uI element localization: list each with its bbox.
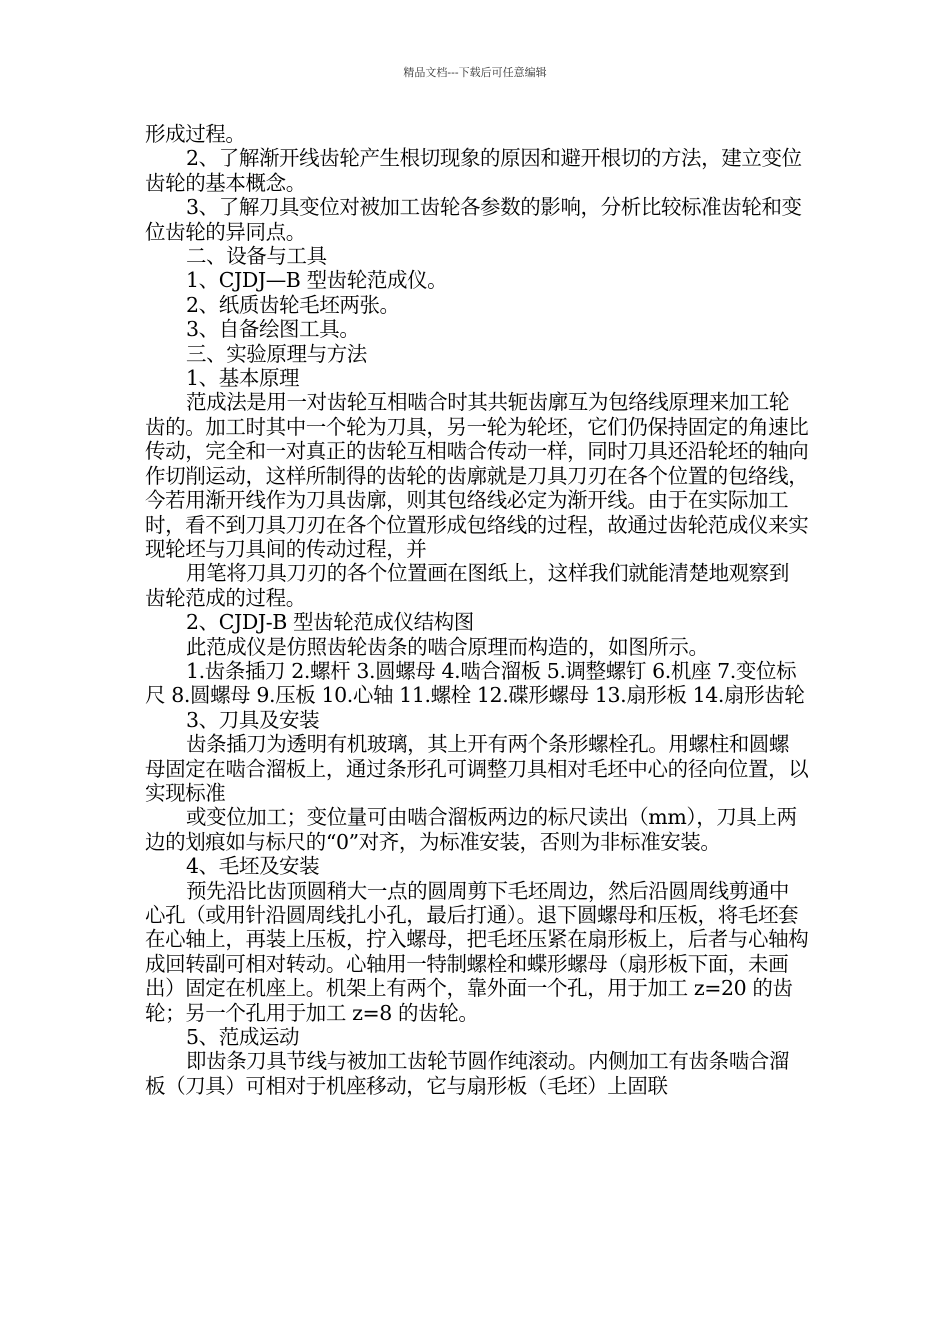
subsection-heading: 4、毛坯及安装 <box>186 854 320 879</box>
paragraph: 此范成仪是仿照齿轮齿条的啮合原理而构造的，如图所示。 <box>186 634 709 659</box>
paragraph: 或变位加工；变位量可由啮合溜板两边的标尺读出（mm），刀具上两边的划痕如与标尺的“0”对齐，为标准安装，否则为非标准安装。 <box>145 805 797 854</box>
subsection-heading: 2、CJDJ-B 型齿轮范成仪结构图 <box>186 610 474 635</box>
section-heading: 三、实验原理与方法 <box>186 341 367 366</box>
subsection-heading: 1、基本原理 <box>186 366 300 391</box>
paragraph: 预先沿比齿顶圆稍大一点的圆周剪下毛坯周边，然后沿圆周线剪通中心孔（或用针沿圆周线扎小孔，最后打通）。退下圆螺母和压板，将毛坯套在心轴上，再装上压板，拧入螺母，把毛坯压紧在扇形板上，后者与心轴构成回转副可相对转动。心轴用一特制螺栓和蝶形螺母（扇形板下面，未画出）固定在机座上。机架上有两个，靠外面一个孔，用于加工 z=20 的齿轮；另一个孔用于加工 z=8 的齿轮。 <box>145 878 809 1025</box>
paragraph: 形成过程。 <box>145 122 246 146</box>
list-item: 1、CJDJ—B 型齿轮范成仪。 <box>186 268 448 293</box>
document-body <box>145 122 809 1098</box>
paragraph: 3、了解刀具变位对被加工齿轮各参数的影响，分析比较标准齿轮和变位齿轮的异同点。 <box>145 195 802 244</box>
paragraph: 用笔将刀具刀刃的各个位置画在图纸上，这样我们就能清楚地观察到齿轮范成的过程。 <box>145 561 789 610</box>
paragraph: 齿条插刀为透明有机玻璃，其上开有两个条形螺栓孔。用螺柱和圆螺母固定在啮合溜板上，通过条形孔可调整刀具相对毛坯中心的径向位置，以实现标准 <box>145 732 809 805</box>
parts-list: 1.齿条插刀 2.螺杆 3.圆螺母 4.啮合溜板 5.调整螺钉 6.机座 7.变位标尺 8.圆螺母 9.压板 10.心轴 11.螺栓 12.碟形螺母 13.扇形板 14.扇形齿轮 <box>145 658 805 708</box>
paragraph: 即齿条刀具节线与被加工齿轮节圆作纯滚动。内侧加工有齿条啮合溜板（刀具）可相对于机座移动，它与扇形板（毛坯）上固联 <box>145 1049 789 1098</box>
subsection-heading: 3、刀具及安装 <box>186 707 320 732</box>
list-item: 3、自备绘图工具。 <box>186 317 360 342</box>
page-header: 精品文档---下载后可任意编辑 <box>403 66 547 79</box>
section-heading: 二、设备与工具 <box>186 244 327 269</box>
paragraph: 范成法是用一对齿轮互相啮合时其共轭齿廓互为包络线原理来加工轮齿的。加工时其中一个轮为刀具，另一轮为轮坯，它们仍保持固定的角速比传动，完全和一对真正的齿轮互相啮合传动一样，同时刀具还沿轮坯的轴向作切削运动，这样所制得的齿轮的齿廓就是刀具刀刃在各个位置的包络线，今若用渐开线作为刀具齿廓，则其包络线必定为渐开线。由于在实际加工时，看不到刀具刀刃在各个位置形成包络线的过程，故通过齿轮范成仪来实现轮坯与刀具间的传动过程，并 <box>145 390 809 561</box>
list-item: 2、纸质齿轮毛坯两张。 <box>186 292 400 317</box>
paragraph: 2、了解渐开线齿轮产生根切现象的原因和避开根切的方法，建立变位齿轮的基本概念。 <box>145 146 802 195</box>
subsection-heading: 5、范成运动 <box>186 1025 300 1050</box>
